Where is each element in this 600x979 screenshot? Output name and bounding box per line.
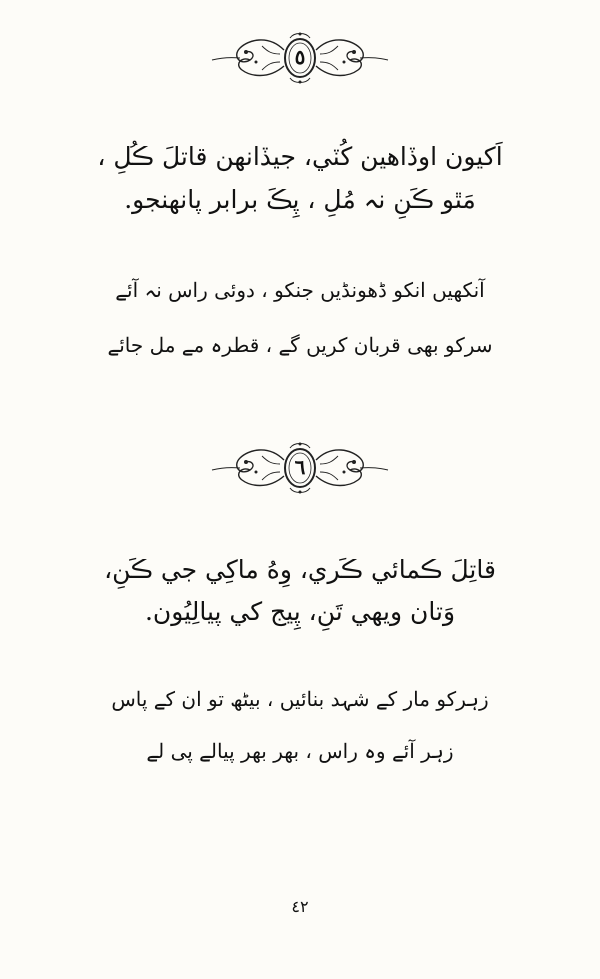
page-number: ٤٢ [291,897,309,916]
urdu-translation-line: آنکھیں انکو ڈھونڈیں جنکو ، دوئی راس نہ آئے [115,278,485,302]
verse-number: ٦ [294,455,306,479]
sindhi-verse-line: مَٿو ڪَنِ نہ مُلِ ، پِڪَ برابر پانهنجو. [124,185,476,214]
verse-ornament [210,26,390,90]
verse-number: ٥ [294,45,306,69]
sindhi-verse-line: وَتان ويهي تَنِ، پِيج کي پيالِيُون. [144,597,456,626]
sindhi-verse-line: قاتِلَ ڪمائي ڪَري، وِهُ ماکِي جي ڪَنِ، [104,555,496,584]
urdu-translation-line: زہرکو مار کے شہد بنائیں ، بیٹھ تو ان کے پاس [111,687,489,711]
verse-ornament [210,436,390,500]
urdu-translation-line: سرکو بھی قربان کریں گے ، قطرہ مے مل جائے [107,333,493,357]
urdu-translation-line: زہر آئے وہ راس ، بھر بھر پیالے پی لے [146,739,454,763]
sindhi-verse-line: اَکيون اوڏاهين کُٽي، جيڏانهن قاتلَ ڪُلِ ، [97,142,503,171]
